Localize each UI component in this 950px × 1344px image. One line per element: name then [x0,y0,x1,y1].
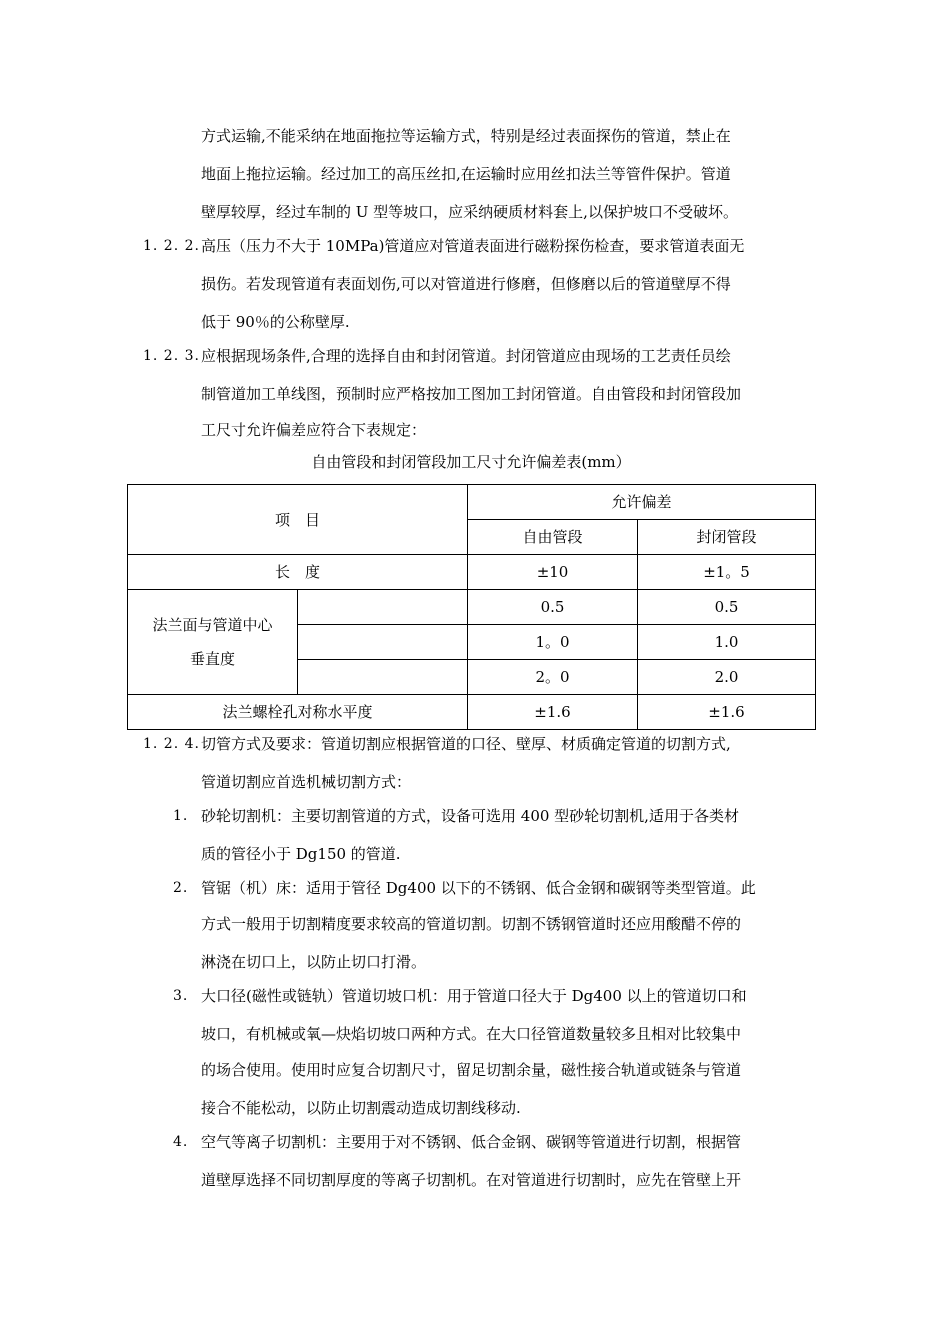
paragraph-line: 地面上拖拉运输。经过加工的高压丝扣,在运输时应用丝扣法兰等管件保护。管道 [201,165,731,183]
list-item-line: 空气等离子切割机：主要用于对不锈钢、低合金钢、碳钢等管道进行切割，根据管 [201,1133,742,1151]
table-header-allow: 允许偏差 [468,485,816,520]
table-cell: 2。0 [468,660,638,695]
list-item-line: 淋浇在切口上，以防止切口打滑。 [201,953,427,971]
paragraph-line: 壁厚较厚，经过车制的 U 型等坡口，应采纳硬质材料套上,以保护坡口不受破坏。 [201,203,738,221]
list-item-line: 管锯（机）床：适用于管径 Dg400 以下的不锈钢、低合金钢和碳钢等类型管道。此 [201,879,756,897]
list-item-line: 质的管径小于 Dg150 的管道. [201,845,401,863]
section-number: 1. 2. 4. [143,736,200,752]
table-cell-empty [298,590,468,625]
flange-label-line: 法兰面与管道中心 [152,616,273,634]
table-cell: 0.5 [468,590,638,625]
table-cell: 0.5 [638,590,816,625]
table-row [128,485,816,520]
table-cell: ±1。5 [638,555,816,590]
list-item-line: 道壁厚选择不同切割厚度的等离子切割机。在对管道进行切割时，应先在管壁上开 [201,1171,742,1189]
table-cell-empty [298,625,468,660]
table-header-closed: 封闭管段 [638,520,816,555]
section-number: 1. 2. 3. [143,348,200,364]
table-cell: 长 度 [128,555,468,590]
table-cell: 2.0 [638,660,816,695]
table-row [128,555,816,590]
list-item-number: 1. [173,808,189,824]
list-item-number: 3. [173,988,189,1004]
paragraph-line: 低于 90％的公称壁厚. [201,313,350,331]
list-item-line: 大口径(磁性或链轨）管道切坡口机：用于管道口径大于 Dg400 以上的管道切口和 [201,987,747,1005]
paragraph-line: 损伤。若发现管道有表面划伤,可以对管道进行修磨，但修磨以后的管道壁厚不得 [201,275,731,293]
paragraph-line: 切管方式及要求：管道切割应根据管道的口径、壁厚、材质确定管道的切割方式, [201,735,731,753]
flange-label-line: 垂直度 [189,650,235,668]
table-header-free: 自由管段 [468,520,638,555]
list-item-line: 接合不能松动，以防止切割震动造成切割线移动. [201,1099,521,1117]
paragraph-line: 制管道加工单线图，预制时应严格按加工图加工封闭管道。自由管段和封闭管段加 [201,385,742,403]
list-item-line: 坡口，有机械或氧—炔焰切坡口两种方式。在大口径管道数量较多且相对比较集中 [201,1025,742,1043]
table-row [128,695,816,730]
paragraph-line: 工尺寸允许偏差应符合下表规定： [201,421,427,439]
table-cell: 1.0 [638,625,816,660]
list-item-line: 的场合使用。使用时应复合切割尺寸，留足切割余量，磁性接合轨道或链条与管道 [201,1061,742,1079]
section-number: 1. 2. 2. [143,238,200,254]
table-cell: ±1.6 [638,695,816,730]
deviation-table [127,484,816,730]
table-cell-flange-label [128,590,298,695]
list-item-number: 4. [173,1134,189,1150]
table-header-item: 项 目 [128,485,468,555]
table-cell: 法兰螺栓孔对称水平度 [128,695,468,730]
paragraph-line: 应根据现场条件,合理的选择自由和封闭管道。封闭管道应由现场的工艺责任员绘 [201,347,731,365]
table-cell: ±10 [468,555,638,590]
table-row [128,590,816,625]
paragraph-line: 方式运输,不能采纳在地面拖拉等运输方式，特别是经过表面探伤的管道，禁止在 [201,127,731,145]
list-item-line: 砂轮切割机：主要切割管道的方式，设备可选用 400 型砂轮切割机,适用于各类材 [201,807,739,825]
paragraph-line: 高压（压力不大于 10MPa)管道应对管道表面进行磁粉探伤检查，要求管道表面无 [201,237,745,255]
table-caption: 自由管段和封闭管段加工尺寸允许偏差表(mm） [311,453,631,471]
list-item-number: 2. [173,880,189,896]
list-item-line: 方式一般用于切割精度要求较高的管道切割。切割不锈钢管道时还应用酸醋不停的 [201,915,742,933]
table-cell: 1。0 [468,625,638,660]
paragraph-line: 管道切割应首选机械切割方式： [201,773,412,791]
table-cell: ±1.6 [468,695,638,730]
table-cell-empty [298,660,468,695]
